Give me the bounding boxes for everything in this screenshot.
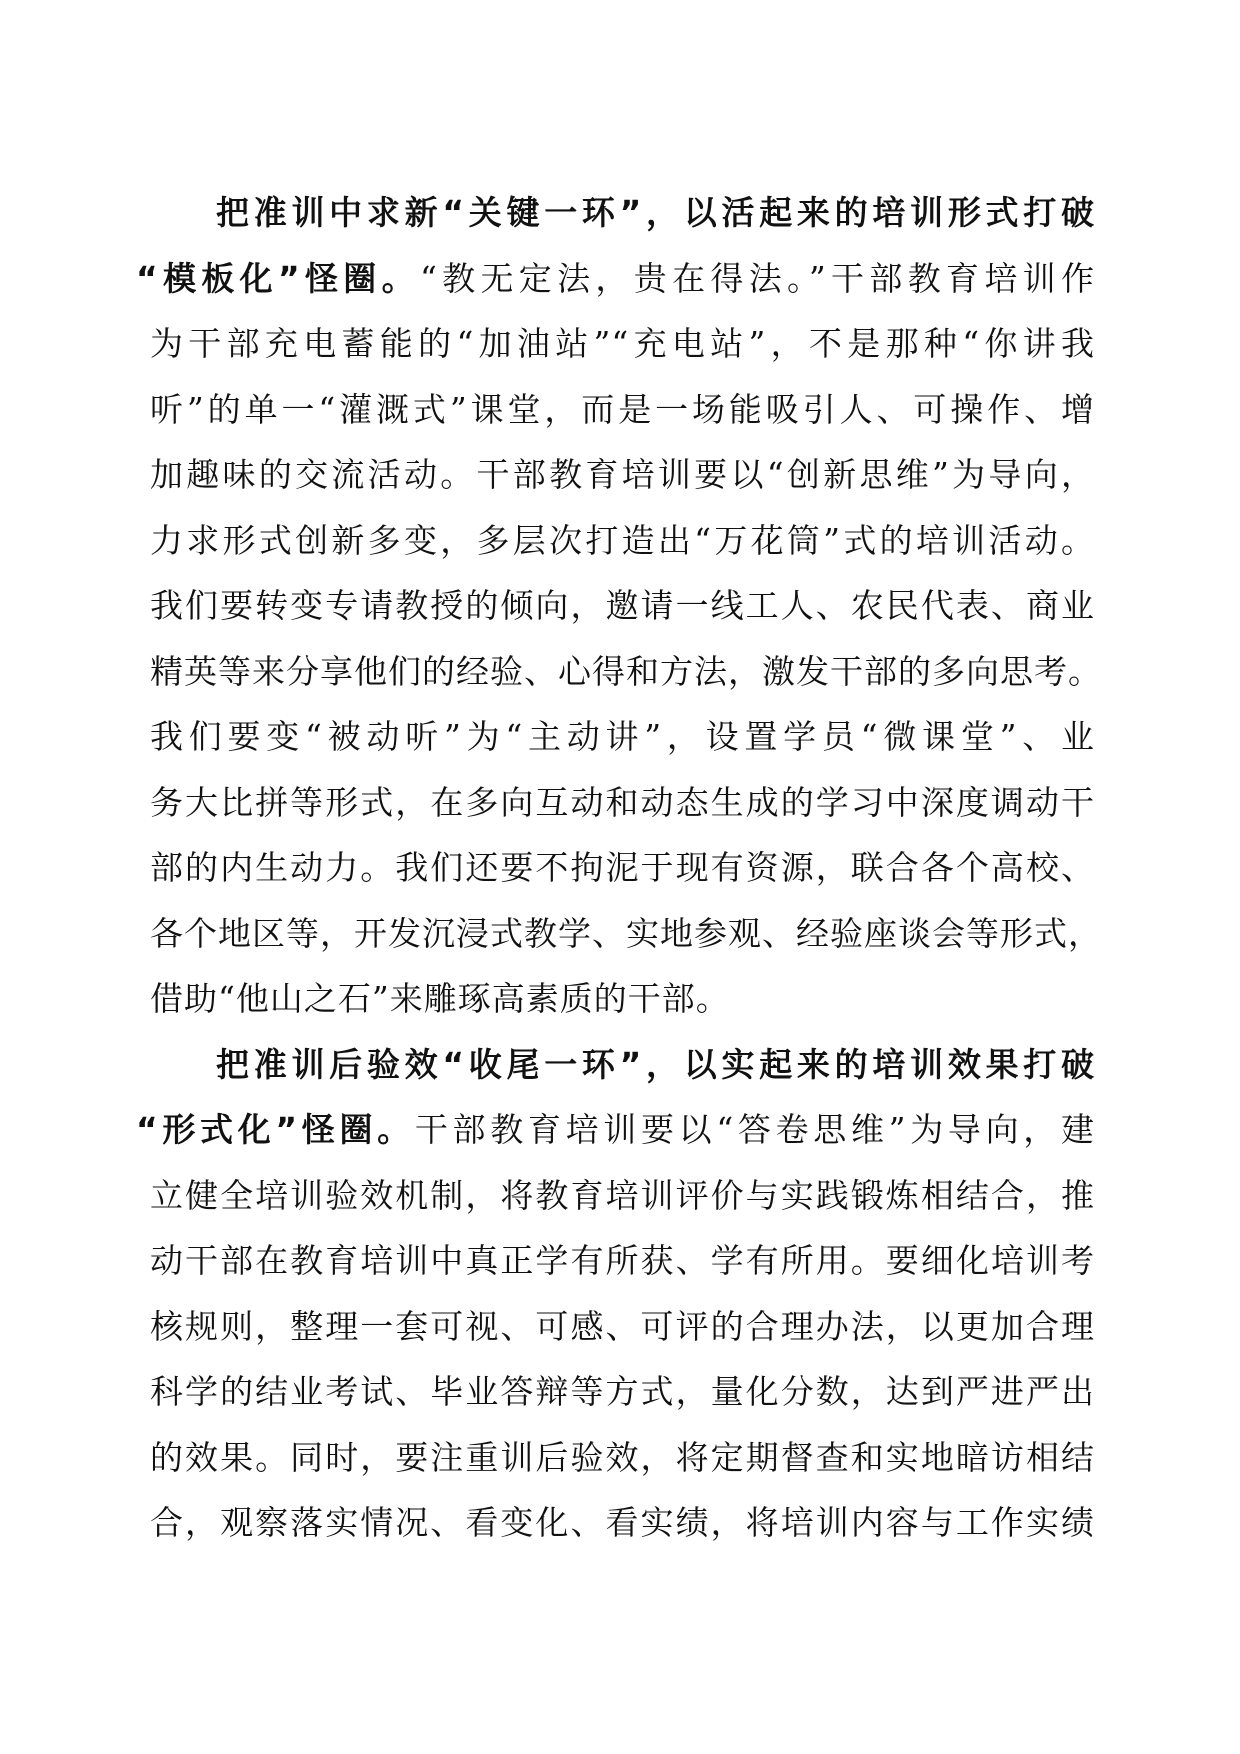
paragraph-2-line-1 xyxy=(150,1032,1095,1098)
paragraph-2-line-2 xyxy=(136,1097,1095,1163)
paragraph-1-line-13: 借助“他山之石”来雕琢高素质的干部。 xyxy=(150,979,730,1018)
paragraph-1-heading-part-1: 把准训中求新“关键一环”，以活起来的培训形式打破 xyxy=(216,193,1095,232)
paragraph-2-line-8: 合，观察落实情况、看变化、看实绩，将培训内容与工作实绩 xyxy=(150,1503,1095,1542)
document-body xyxy=(136,180,1102,1556)
paragraph-1-line-8: 精英等来分享他们的经验、心得和方法，激发干部的多向思考。 xyxy=(150,651,1102,691)
paragraph-2-line-4: 动干部在教育培训中真正学有所获、学有所用。要细化培训考 xyxy=(150,1241,1095,1280)
paragraph-1-line-10: 务大比拼等形式，在多向互动和动态生成的学习中深度调动干 xyxy=(150,782,1095,822)
paragraph-1-heading-part-2: “模板化”怪圈。 xyxy=(136,258,420,298)
paragraph-1-line-6: 力求形式创新多变，多层次打造出“万花筒”式的培训活动。 xyxy=(150,520,1095,560)
paragraph-2-line-3: 立健全培训验效机制，将教育培训评价与实践锻炼相结合，推 xyxy=(150,1175,1095,1215)
paragraph-2-text-1: 干部教育培训要以“答卷思维”为导向，建 xyxy=(414,1110,1095,1149)
paragraph-2-line-7: 的效果。同时，要注重训后验效，将定期督查和实地暗访相结 xyxy=(150,1437,1095,1477)
paragraph-1-line-4: 听”的单一“灌溉式”课堂，而是一场能吸引人、可操作、增 xyxy=(150,389,1095,429)
paragraph-1-line-1 xyxy=(150,180,1095,246)
paragraph-2-heading-part-2: “形式化”怪圈。 xyxy=(136,1110,415,1149)
paragraph-2-heading-part-1: 把准训后验效“收尾一环”，以实起来的培训效果打破 xyxy=(216,1044,1095,1084)
paragraph-2-line-5: 核规则，整理一套可视、可感、可评的合理办法，以更加合理 xyxy=(150,1306,1095,1346)
paragraph-1-line-11: 部的内生动力。我们还要不拘泥于现有资源，联合各个高校、 xyxy=(150,848,1095,887)
paragraph-1-line-3: 为干部充电蓄能的“加油站”“充电站”，不是那种“你讲我 xyxy=(150,324,1095,363)
paragraph-1-line-12: 各个地区等，开发沉浸式教学、实地参观、经验座谈会等形式， xyxy=(150,913,1102,953)
paragraph-1-text-1: “教无定法，贵在得法。”干部教育培训作 xyxy=(419,258,1095,298)
paragraph-1-line-9: 我们要变“被动听”为“主动讲”，设置学员“微课堂”、业 xyxy=(150,717,1095,756)
paragraph-2-line-6: 科学的结业考试、毕业答辩等方式，量化分数，达到严进严出 xyxy=(150,1372,1095,1411)
paragraph-1-line-5: 加趣味的交流活动。干部教育培训要以“创新思维”为导向， xyxy=(150,455,1095,494)
paragraph-1-line-2 xyxy=(136,246,1095,312)
paragraph-1-line-7: 我们要转变专请教授的倾向，邀请一线工人、农民代表、商业 xyxy=(150,586,1095,625)
